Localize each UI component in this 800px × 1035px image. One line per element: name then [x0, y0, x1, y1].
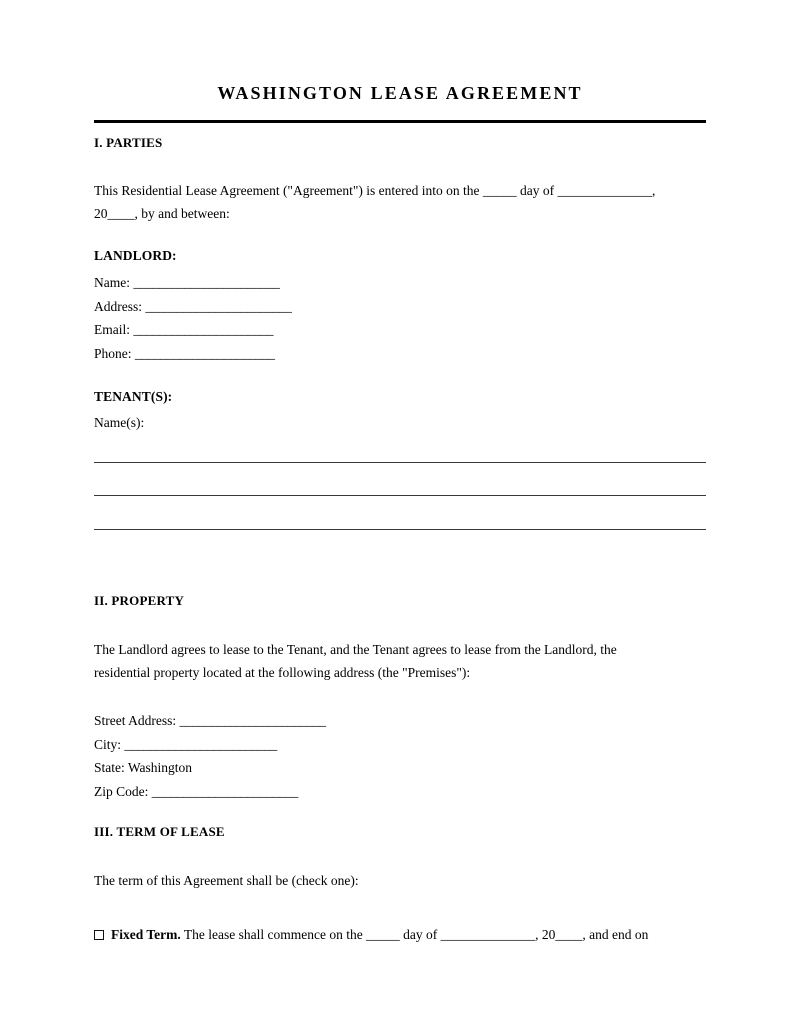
zip-code-label: Zip Code: — [94, 783, 149, 799]
section-heading-parties: I. PARTIES — [94, 135, 163, 150]
property-intro-line-2: residential property located at the following address (the "Premises"): — [94, 665, 471, 680]
title-divider — [94, 120, 706, 123]
zip-code-blank[interactable]: _______________________ — [151, 783, 298, 799]
city-label: City: — [94, 736, 122, 752]
landlord-email-blank[interactable]: ______________________ — [133, 322, 274, 338]
property-field-city — [94, 733, 326, 757]
city-blank[interactable]: ________________________ — [124, 736, 277, 752]
term-intro-line: The term of this Agreement shall be (check one): — [94, 873, 359, 888]
street-address-blank[interactable]: _______________________ — [179, 713, 326, 728]
street-address-label: Street Address: — [94, 713, 177, 728]
tenants-heading: TENANT(S): — [94, 389, 173, 404]
landlord-field-address — [94, 295, 291, 319]
section-heading-term-of-lease: III. TERM OF LEASE — [94, 824, 225, 839]
state-label: State: — [94, 760, 125, 775]
landlord-field-name — [94, 271, 291, 295]
property-intro-line-1: The Landlord agrees to lease to the Tenant, and the Tenant agrees to lease from the Landlord, the — [94, 642, 617, 657]
page-title: WASHINGTON LEASE AGREEMENT — [217, 83, 583, 103]
tenant-name-line-1[interactable] — [94, 462, 706, 463]
property-address-fields — [94, 709, 326, 803]
section-heading-property: II. PROPERTY — [94, 593, 185, 608]
landlord-heading: LANDLORD: — [94, 248, 177, 263]
document-content — [94, 0, 706, 942]
term-intro-paragraph — [94, 869, 359, 892]
tenant-name-line-3[interactable] — [94, 529, 706, 530]
landlord-name-blank[interactable]: _______________________ — [133, 275, 280, 291]
landlord-address-label: Address: — [94, 298, 142, 314]
property-intro-paragraph — [94, 638, 617, 684]
section-term-of-lease — [94, 824, 225, 840]
landlord-field-phone — [94, 342, 291, 366]
section-parties — [94, 135, 163, 151]
property-field-zip-code — [94, 780, 326, 804]
parties-intro-paragraph — [94, 179, 655, 225]
landlord-phone-label: Phone: — [94, 345, 132, 361]
checkbox-unchecked-icon[interactable] — [94, 930, 104, 940]
landlord-block — [94, 248, 291, 365]
landlord-field-email — [94, 318, 291, 342]
tenant-name-line-2[interactable] — [94, 495, 706, 496]
term-option-fixed — [94, 923, 648, 946]
parties-intro-line-2: 20____, by and between: — [94, 206, 230, 221]
parties-intro-line-1: This Residential Lease Agreement ("Agreement") is entered into on the _____ day of ______________, — [94, 183, 656, 198]
fixed-term-option-row[interactable] — [94, 923, 648, 946]
landlord-name-label: Name: — [94, 275, 130, 291]
fixed-term-text: The lease shall commence on the _____ day of ______________, 20____, and end on — [180, 927, 649, 942]
landlord-email-label: Email: — [94, 322, 130, 338]
fixed-term-label: Fixed Term. — [111, 927, 181, 942]
landlord-address-blank[interactable]: _______________________ — [145, 298, 292, 314]
landlord-phone-blank[interactable]: ______________________ — [134, 345, 275, 361]
section-property — [94, 593, 184, 609]
state-value: Washington — [127, 760, 193, 775]
tenants-block — [94, 389, 172, 435]
property-field-street-address — [94, 709, 326, 733]
tenants-names-label: Name(s): — [94, 415, 145, 431]
property-field-state — [94, 756, 326, 780]
